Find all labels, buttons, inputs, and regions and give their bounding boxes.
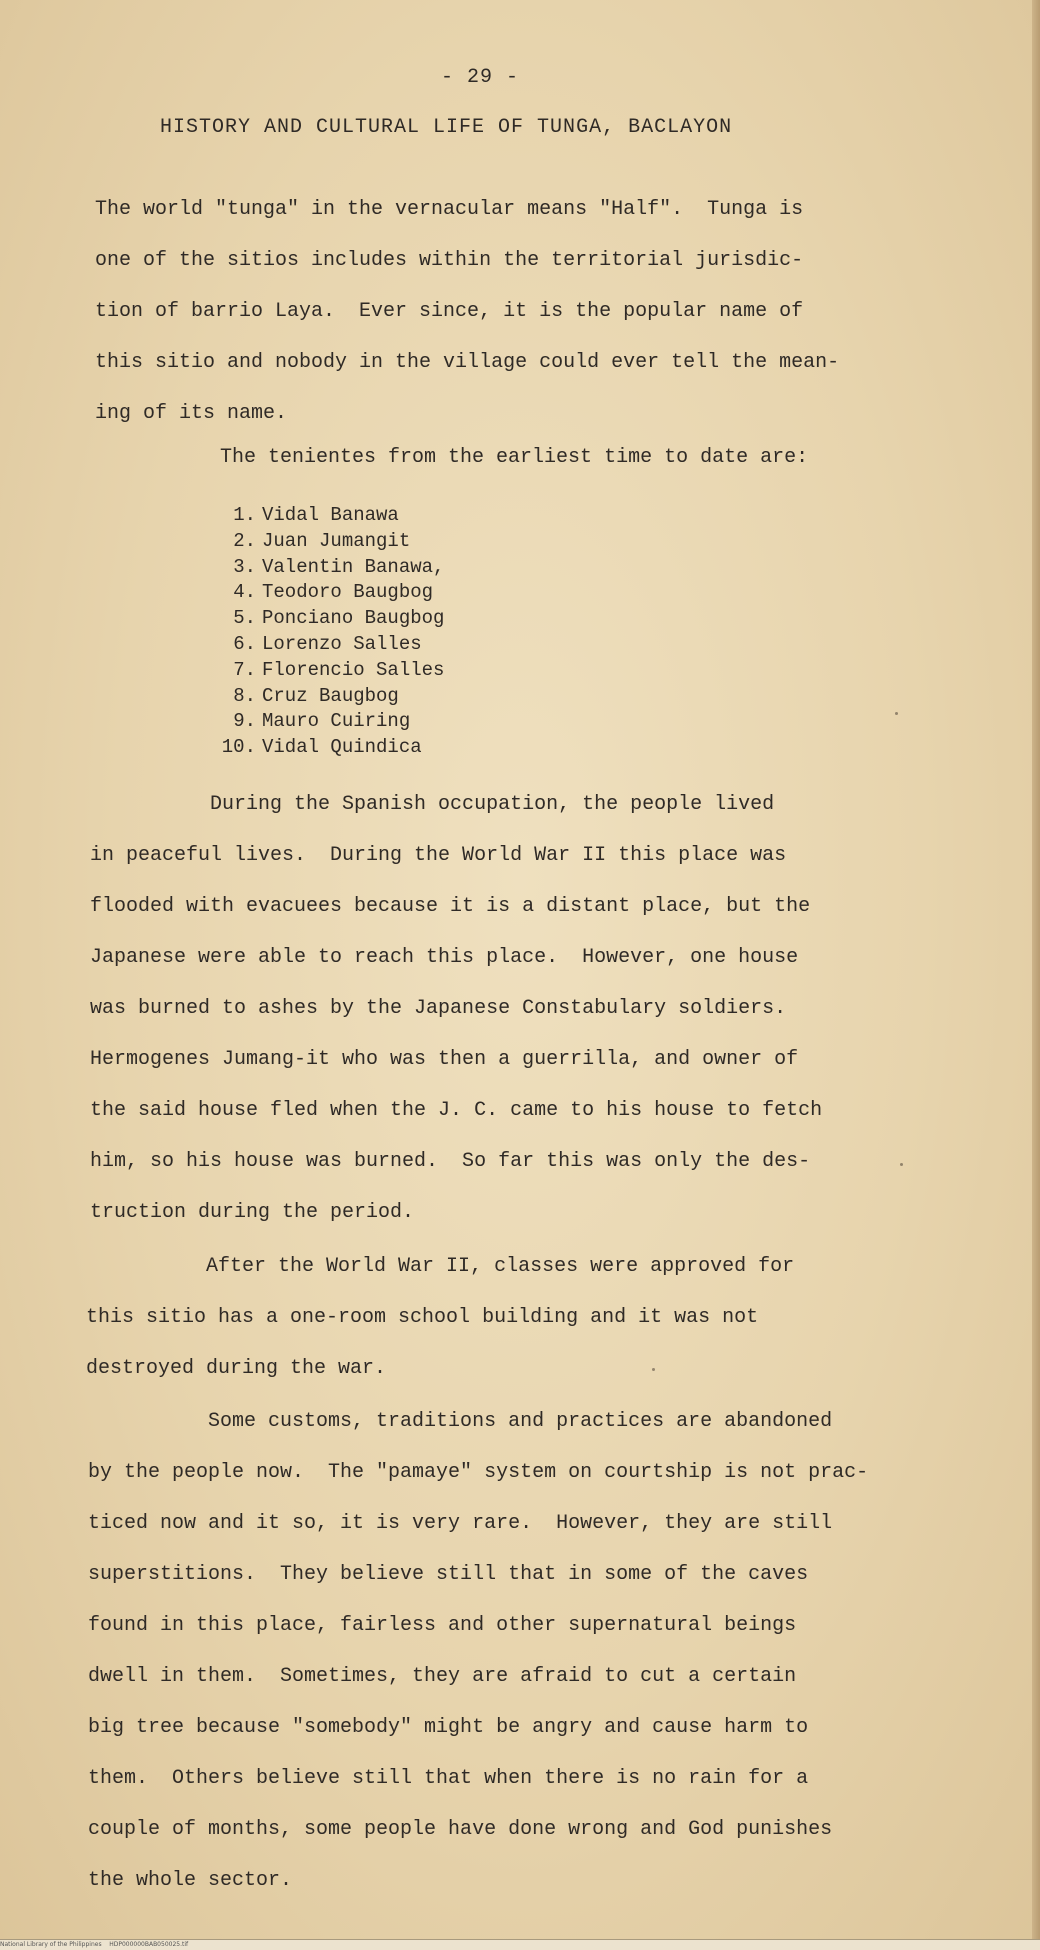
text-line: was burned to ashes by the Japanese Constabulary soldiers.: [90, 997, 787, 1020]
list-number: 8.: [233, 684, 256, 707]
text-line: this sitio and nobody in the village could ever tell the mean-: [95, 351, 840, 374]
teniente-name: Valentin Banawa,: [262, 555, 445, 578]
text-line: Hermogenes Jumang-it who was then a guerrilla, and owner of: [90, 1048, 799, 1071]
text-line: found in this place, fairless and other supernatural beings: [88, 1614, 797, 1637]
text-line: Some customs, traditions and practices are abandoned: [88, 1410, 833, 1433]
paper-speck: [652, 1368, 655, 1371]
text-line: tion of barrio Laya. Ever since, it is the popular name of: [95, 300, 804, 323]
paragraph-school: [86, 1241, 886, 1394]
list-number: 3.: [233, 555, 256, 578]
text-line: ing of its name.: [95, 402, 288, 425]
list-number: 7.: [233, 658, 256, 681]
paragraph-customs: [88, 1396, 928, 1906]
list-number: 10.: [221, 736, 256, 759]
text-line: After the World War II, classes were approved for: [86, 1255, 795, 1278]
text-line: one of the sitios includes within the territorial jurisdic-: [95, 249, 804, 272]
paper-speck: [900, 1163, 903, 1166]
text-line: During the Spanish occupation, the people lived: [90, 793, 775, 816]
paper-edge: [1032, 0, 1040, 1950]
list-item: [200, 529, 444, 555]
text-line: them. Others believe still that when there is no rain for a: [88, 1767, 809, 1790]
text-line: this sitio has a one-room school building and it was not: [86, 1306, 759, 1329]
teniente-name: Teodoro Baugbog: [262, 581, 434, 604]
scan-footer: National Library of the Philippines HDP000000BAB050025.tif: [0, 1939, 1040, 1950]
list-number: 6.: [233, 632, 256, 655]
list-item: [200, 684, 444, 710]
text-line: Japanese were able to reach this place. However, one house: [90, 946, 799, 969]
text-line: by the people now. The "pamaye" system on courtship is not prac-: [88, 1461, 869, 1484]
text-line: ticed now and it so, it is very rare. However, they are still: [88, 1512, 833, 1535]
text-line: truction during the period.: [90, 1201, 415, 1224]
teniente-name: Vidal Banawa: [262, 504, 399, 526]
list-item: [200, 555, 444, 581]
paragraph-war-history: [90, 779, 870, 1238]
list-item: [200, 658, 444, 684]
text-line: destroyed during the war.: [86, 1357, 387, 1380]
list-number: 1.: [233, 504, 256, 526]
text-line: the said house fled when the J. C. came to his house to fetch: [90, 1099, 823, 1122]
text-line: big tree because "somebody" might be angry and cause harm to: [88, 1716, 809, 1739]
tenientes-intro: The tenientes from the earliest time to date are:: [220, 446, 809, 469]
list-item: [200, 606, 444, 632]
text-line: dwell in them. Sometimes, they are afraid to cut a certain: [88, 1665, 797, 1688]
list-number: 4.: [233, 581, 256, 604]
list-item: [200, 709, 444, 735]
tenientes-list: [200, 503, 444, 761]
list-number: 9.: [233, 710, 256, 733]
text-line: him, so his house was burned. So far this was only the des-: [90, 1150, 811, 1173]
text-line: couple of months, some people have done wrong and God punishes: [88, 1818, 833, 1841]
text-line: the whole sector.: [88, 1869, 293, 1892]
teniente-name: Lorenzo Salles: [262, 632, 422, 655]
list-item: [200, 503, 444, 529]
list-number: 5.: [233, 607, 256, 630]
teniente-name: Vidal Quindica: [262, 736, 422, 759]
paragraph-name-meaning: [95, 184, 875, 439]
list-item: [200, 580, 444, 606]
text-line: The world "tunga" in the vernacular means "Half". Tunga is: [95, 198, 804, 221]
teniente-name: Juan Jumangit: [262, 529, 411, 552]
list-item: [200, 632, 444, 658]
document-title: HISTORY AND CULTURAL LIFE OF TUNGA, BACLAYON: [160, 116, 733, 139]
teniente-name: Mauro Cuiring: [262, 710, 411, 733]
page-number: - 29 -: [440, 66, 519, 89]
text-line: superstitions. They believe still that in some of the caves: [88, 1563, 809, 1586]
list-number: 2.: [233, 529, 256, 552]
teniente-name: Florencio Salles: [262, 658, 445, 681]
text-line: flooded with evacuees because it is a distant place, but the: [90, 895, 811, 918]
teniente-name: Cruz Baugbog: [262, 684, 399, 707]
teniente-name: Ponciano Baugbog: [262, 607, 445, 630]
text-line: in peaceful lives. During the World War II this place was: [90, 844, 787, 867]
list-item: [200, 735, 444, 761]
paper-speck: [895, 712, 898, 715]
